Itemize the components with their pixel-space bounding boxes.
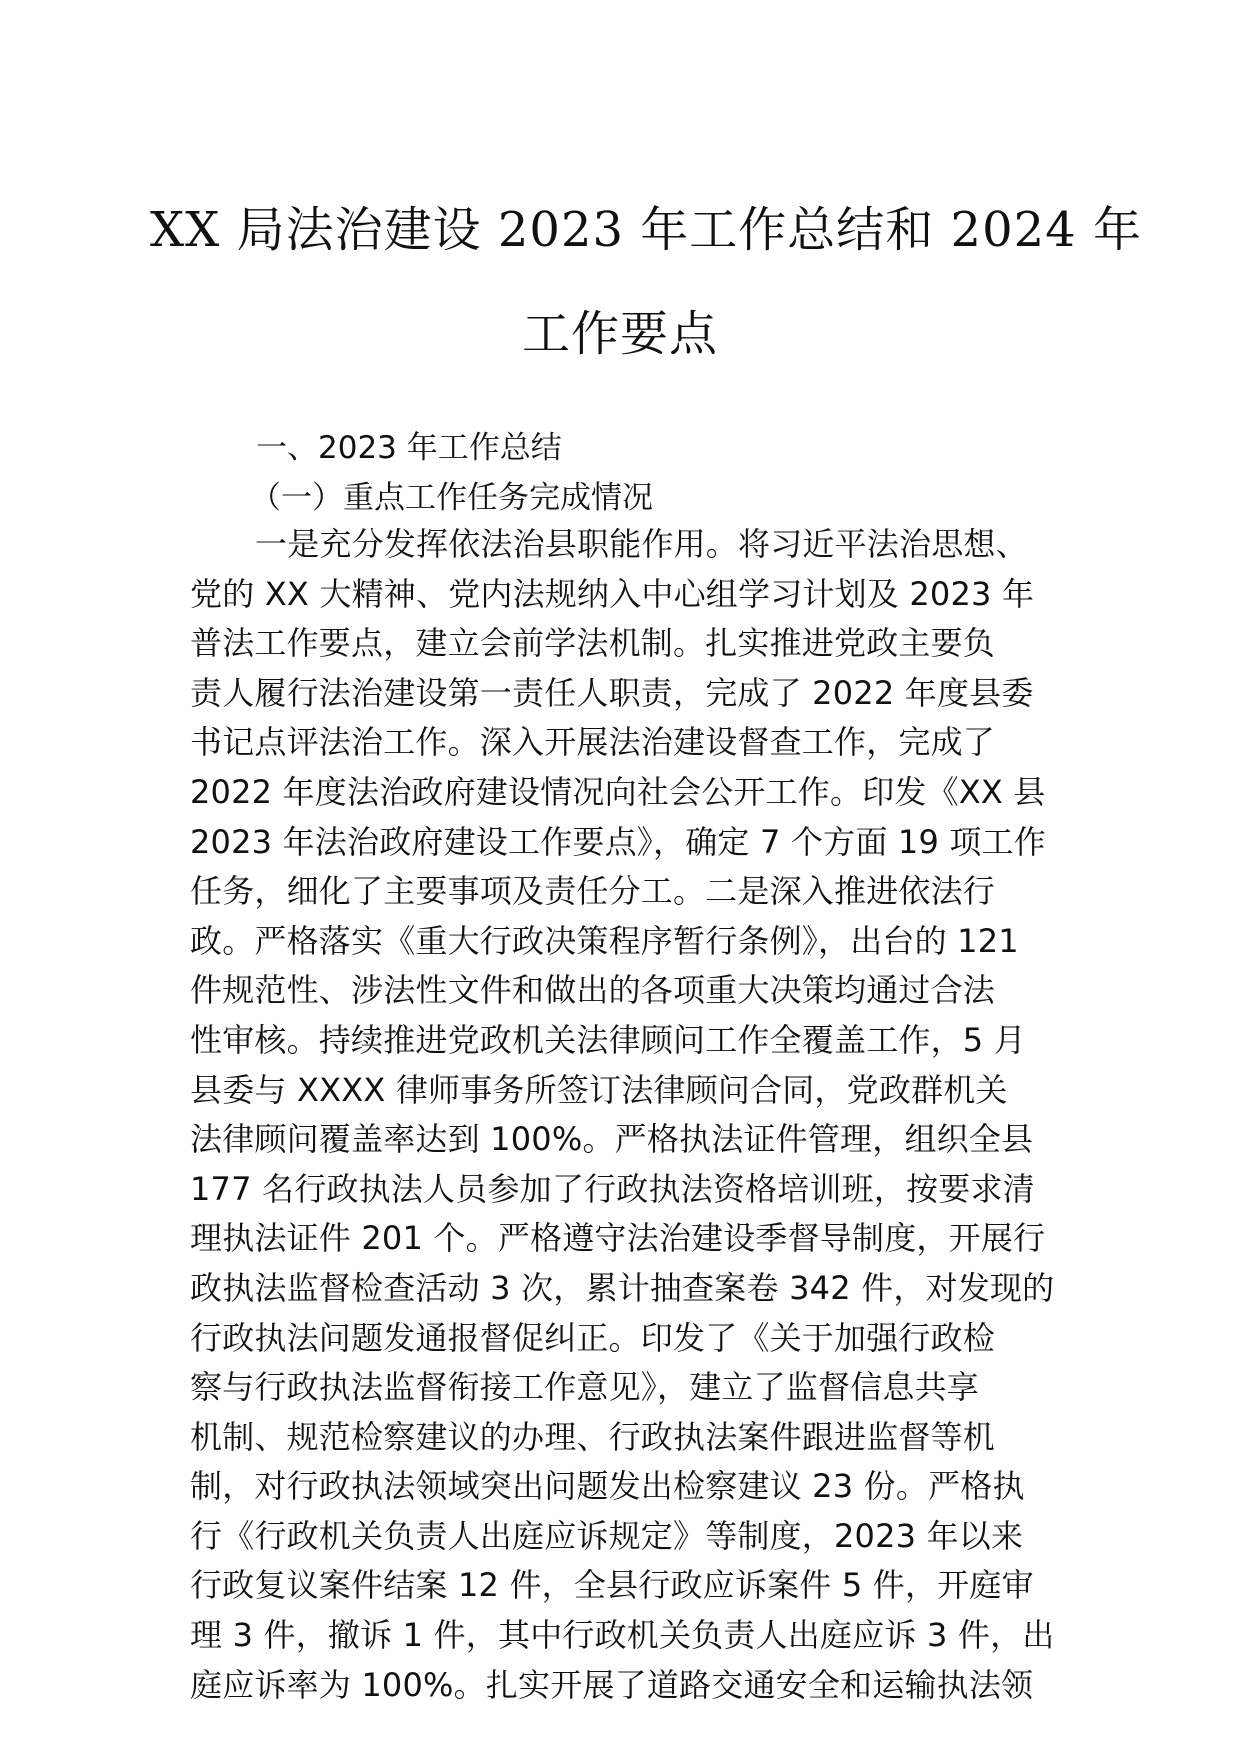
body-line: 政执法监督检查活动 3 次，累计抽查案卷 342 件，对发现的 bbox=[190, 1268, 1055, 1307]
body-line: 2022 年度法治政府建设情况向社会公开工作。印发《XX 县 bbox=[190, 772, 1046, 811]
body-line: 责人履行法治建设第一责任人职责，完成了 2022 年度县委 bbox=[190, 673, 1034, 712]
body-line: 察与行政执法监督衔接工作意见》，建立了监督信息共享 bbox=[190, 1368, 980, 1407]
body-paragraph bbox=[190, 520, 1070, 1710]
body-line: 件规范性、涉法性文件和做出的各项重大决策均通过合法 bbox=[190, 971, 996, 1010]
body-line: 理执法证件 201 个。严格遵守法治建设季督导制度，开展行 bbox=[190, 1219, 1046, 1258]
body-line: 性审核。持续推进党政机关法律顾问工作全覆盖工作，5 月 bbox=[190, 1020, 1026, 1059]
subsection-heading: （一）重点工作任务完成情况 bbox=[250, 480, 653, 516]
body-line: 2023 年法治政府建设工作要点》，确定 7 个方面 19 项工作 bbox=[190, 822, 1046, 861]
title-line-1: XX 局法治建设 2023 年工作总结和 2024 年 bbox=[150, 202, 1142, 258]
document-title bbox=[150, 178, 1142, 386]
title-line-2: 工作要点 bbox=[521, 306, 718, 362]
body-line: 法律顾问覆盖率达到 100%。严格执法证件管理，组织全县 bbox=[190, 1120, 1034, 1159]
body-line: 书记点评法治工作。深入开展法治建设督查工作，完成了 bbox=[190, 723, 996, 762]
body-line: 政。严格落实《重大行政决策程序暂行条例》，出台的 121 bbox=[190, 921, 1019, 960]
body-line: 县委与 XXXX 律师事务所签订法律顾问合同，党政群机关 bbox=[190, 1070, 1008, 1109]
body-line: 任务，细化了主要事项及责任分工。二是深入推进依法行 bbox=[190, 872, 996, 911]
body-line: 行政复议案件结案 12 件，全县行政应诉案件 5 件，开庭审 bbox=[190, 1566, 1034, 1605]
body-line: 177 名行政执法人员参加了行政执法资格培训班，按要求清 bbox=[190, 1169, 1035, 1208]
section-heading: 一、2023 年工作总结 bbox=[256, 430, 562, 466]
body-line: 理 3 件，撤诉 1 件，其中行政机关负责人出庭应诉 3 件，出 bbox=[190, 1616, 1055, 1655]
body-line: 行政执法问题发通报督促纠正。印发了《关于加强行政检 bbox=[190, 1318, 996, 1357]
body-line: 一是充分发挥依法治县职能作用。将习近平法治思想、 bbox=[255, 525, 1028, 563]
body-line: 制，对行政执法领域突出问题发出检察建议 23 份。严格执 bbox=[190, 1467, 1025, 1506]
body-line: 普法工作要点，建立会前学法机制。扎实推进党政主要负 bbox=[190, 624, 996, 663]
body-line: 党的 XX 大精神、党内法规纳入中心组学习计划及 2023 年 bbox=[190, 574, 1035, 613]
body-line: 机制、规范检察建议的办理、行政执法案件跟进监督等机 bbox=[190, 1417, 996, 1456]
body-line: 行《行政机关负责人出庭应诉规定》等制度，2023 年以来 bbox=[190, 1516, 1024, 1555]
body-line: 庭应诉率为 100%。扎实开展了道路交通安全和运输执法领 bbox=[190, 1665, 1034, 1704]
